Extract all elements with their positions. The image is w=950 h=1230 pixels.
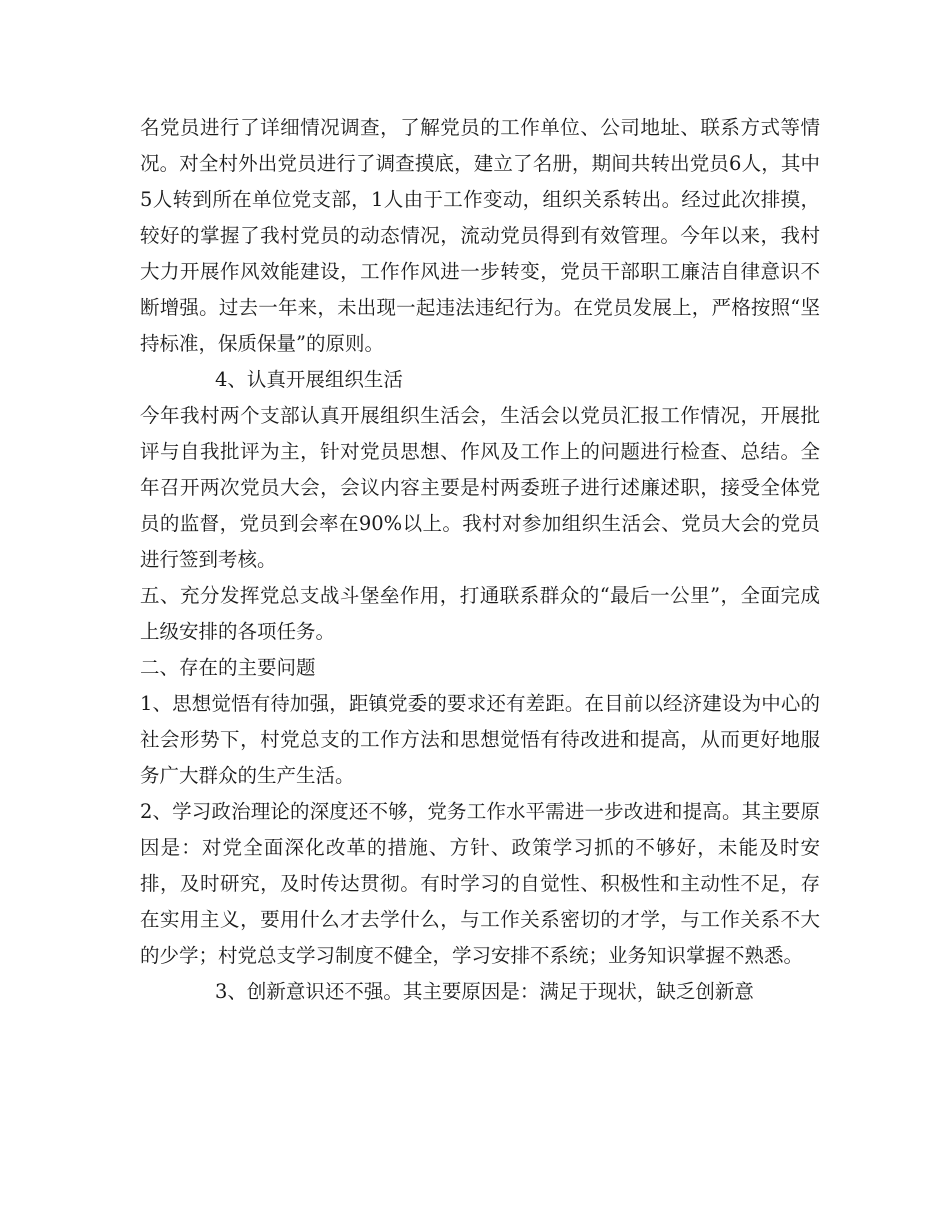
paragraph-problem-2: 2、学习政治理论的深度还不够，党务工作水平需进一步改进和提高。其主要原因是：对党全面深化改革的措施、方针、政策学习抓的不够好，未能及时安排，及时研究，及时传达贯彻。有时学习的自觉性、积极性和主动性不足，存在实用主义，要用什么才去学什么，与工作关系密切的才学，与工作关系不大的少学；村党总支学习制度不健全，学习安排不系统；业务知识掌握不熟悉。 xyxy=(140,800,820,967)
paragraph-party-member-survey: 名党员进行了详细情况调查，了解党员的工作单位、公司地址、联系方式等情况。对全村外出党员进行了调查摸底，建立了名册，期间共转出党员6人，其中5人转到所在单位党支部，1人由于工作变动，组织关系转出。经过此次排摸，较好的掌握了我村党员的动态情况，流动党员得到有效管理。今年以来，我村大力开展作风效能建设，工作作风进一步转变，党员干部职工廉洁自律意识不断增强。过去一年来，未出现一起违法违纪行为。在党员发展上，严格按照“坚持标准，保质保量”的原则。 xyxy=(140,116,820,355)
paragraph-problem-3: 3、创新意识还不强。其主要原因是：满足于现状，缺乏创新意 xyxy=(215,980,754,1003)
paragraph-problem-1: 1、思想觉悟有待加强，距镇党委的要求还有差距。在目前以经济建设为中心的社会形势下，村党总支的工作方法和思想觉悟有待改进和提高，从而更好地服务广大群众的生产生活。 xyxy=(140,692,820,787)
document-body xyxy=(140,110,820,1010)
section-heading-fortress-role: 五、充分发挥党总支战斗堡垒作用，打通联系群众的“最后一公里”，全面完成上级安排的各项任务。 xyxy=(140,584,820,643)
section-heading-main-problems: 二、存在的主要问题 xyxy=(140,656,316,679)
section-heading-organization-life: 4、认真开展组织生活 xyxy=(215,368,403,391)
paragraph-organization-life: 今年我村两个支部认真开展组织生活会，生活会以党员汇报工作情况，开展批评与自我批评为主，针对党员思想、作风及工作上的问题进行检查、总结。全年召开两次党员大会，会议内容主要是村两委班子进行述廉述职，接受全体党员的监督，党员到会率在90%以上。我村对参加组织生活会、党员大会的党员进行签到考核。 xyxy=(140,404,820,571)
